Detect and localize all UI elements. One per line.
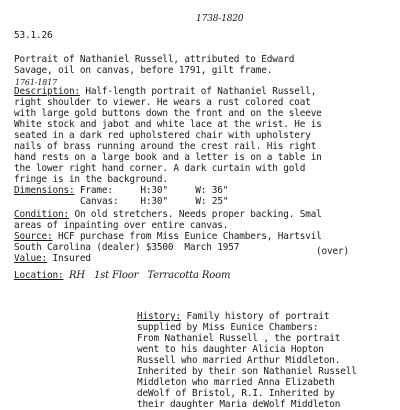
condition-row [14,209,322,220]
history-line: Inherited by their son Nathaniel Russell [137,366,357,377]
source-row [14,231,322,242]
location-row [14,270,230,281]
handwritten-life-dates: 1738-1820 [196,14,244,24]
history-line: Family history of portrait [180,311,330,322]
title-line-1: Portrait of Nathaniel Russell, attributed to Edward [14,54,295,65]
location-label: Location: [14,270,64,281]
history-first-line [137,311,329,322]
title-line-2: Savage, oil on canvas, before 1791, gilt frame. [14,65,273,76]
value-row [14,253,91,264]
location-handwritten: RH 1st Floor Terracotta Room [68,270,231,281]
source-label: Source: [14,231,53,242]
accession-number: 53.1.26 [14,30,53,41]
description-label: Description: [14,86,80,97]
source-line: South Carolina (dealer) $3500 March 1957 [14,242,240,253]
condition-line: On old stretchers. Needs proper backing. Smal [68,209,322,220]
history-line: went to his daughter Alicia Hopton [137,344,324,355]
history-line: their daughter Maria deWolf Middleton [137,399,341,410]
over-note: (over) [316,246,349,257]
dimensions-canvas: Canvas: H:30" W: 25" [80,196,229,207]
description-line: with large gold buttons down the front and on the sleeve [14,108,322,119]
condition-label: Condition: [14,209,69,220]
description-line: seated in a dark red upholstered chair with upholstery [14,130,311,141]
description-line: the lower right hand corner. A dark curtain with gold [14,163,306,174]
condition-line: areas of inpainting over entire canvas. [14,220,229,231]
history-line: deWolf of Bristol, R.I. Inherited by [137,388,335,399]
handwritten-subject-dates: 1761-1817 [15,78,58,87]
description-line: nails of brass running around the crest rail. His right [14,141,317,152]
description-line: White stock and jabot and white lace at the wrist. He is [14,119,322,130]
history-line: From Nathaniel Russell , the portrait [137,333,341,344]
description-line: right shoulder to viewer. He wears a rust colored coat [14,97,311,108]
history-line: Russell who married Arthur Middleton. [137,355,341,366]
description-first-line [14,86,316,97]
source-line: HCF purchase from Miss Eunice Chambers, Hartsvil [52,231,322,242]
history-line: supplied by Miss Eunice Chambers: [137,322,319,333]
dimensions-label: Dimensions: [14,185,75,196]
value-label: Value: [14,253,47,264]
description-line: fringe is in the background. [14,174,168,185]
history-line: Middleton who married Anna Elizabeth [137,377,335,388]
dimensions-frame: Frame: H:30" W: 36" [74,185,229,196]
description-line: Half-length portrait of Nathaniel Russell, [79,86,317,97]
dimensions-frame-row [14,185,228,196]
value-text: Insured [46,253,91,264]
section-divider [0,297,400,298]
description-line: hand rests on a large book and a letter is on a table in [14,152,322,163]
history-label: History: [137,311,181,322]
